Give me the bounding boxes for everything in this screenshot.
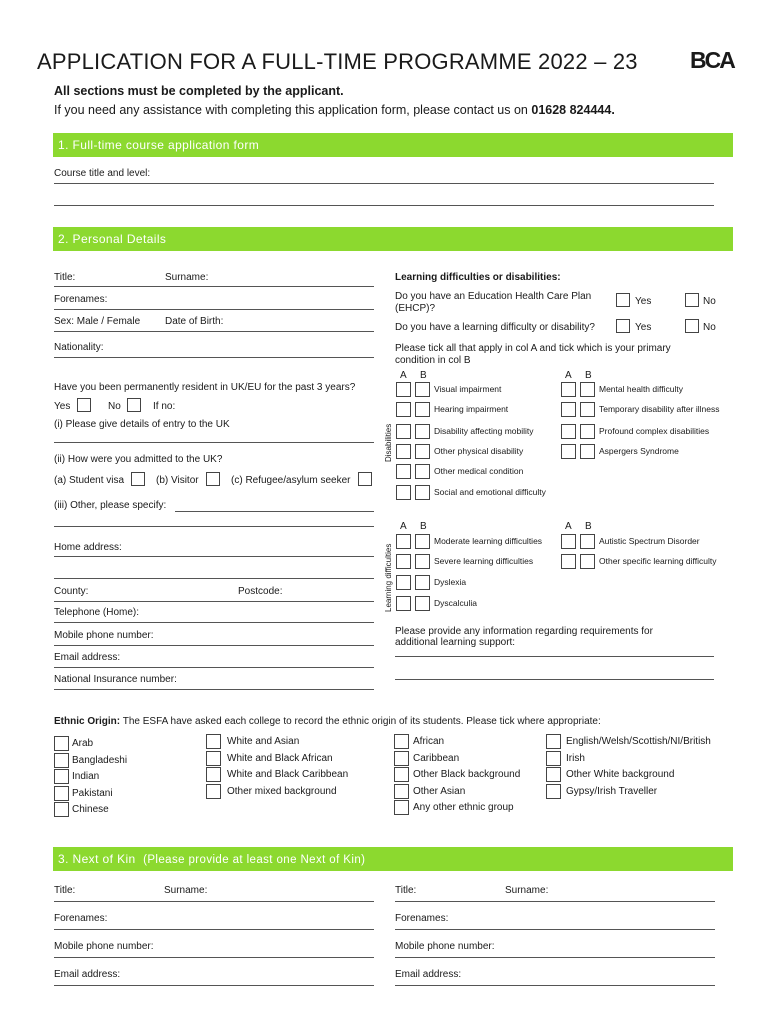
ld-label: Severe learning difficulties [434, 556, 534, 566]
learning-heading: Learning difficulties or disabilities: [395, 272, 561, 283]
ld-no-checkbox[interactable] [685, 319, 699, 333]
resident-yes-checkbox[interactable] [77, 398, 91, 412]
disability-right-col-a-checkbox[interactable] [561, 444, 576, 459]
disability-col-b-checkbox[interactable] [415, 485, 430, 500]
surname-label: Surname: [165, 272, 209, 283]
ld-col-b-header-right: B [585, 521, 592, 532]
ethnic-option-checkbox[interactable] [206, 784, 221, 799]
disability-col-a-checkbox[interactable] [396, 402, 411, 417]
mobile-label: Mobile phone number: [54, 630, 154, 641]
postcode-label: Postcode: [238, 586, 283, 597]
refugee-checkbox[interactable] [358, 472, 372, 486]
entry-details-line[interactable] [54, 442, 374, 443]
forenames-label: Forenames: [54, 294, 108, 305]
nok1-email-line[interactable] [54, 985, 374, 986]
ethnic-option-label: Indian [72, 771, 100, 782]
ld-col-a-header-right: A [565, 521, 572, 532]
ethnic-option-label: Other mixed background [227, 785, 337, 797]
course-line-1[interactable] [54, 183, 714, 184]
nok2-title-label: Title: [395, 885, 417, 896]
title-surname-line[interactable] [54, 286, 374, 287]
col-a-header: A [400, 370, 407, 381]
col-b-header-right: B [585, 370, 592, 381]
forenames-line[interactable] [54, 309, 374, 310]
ld-col-a-header: A [400, 521, 407, 532]
nok2-surname-label: Surname: [505, 885, 549, 896]
ehcp-no-checkbox[interactable] [685, 293, 699, 307]
nok2-title-line[interactable] [395, 901, 715, 902]
ld-col-a-checkbox[interactable] [396, 596, 411, 611]
ethnic-option-checkbox[interactable] [546, 784, 561, 799]
address-top-line[interactable] [54, 526, 374, 527]
ethnic-option-label: Pakistani [72, 787, 113, 799]
resident-question: Have you been permanently resident in UK/EU for the past 3 years? [54, 382, 356, 393]
ethnic-option-label: English/Welsh/Scottish/NI/British [566, 736, 711, 747]
disabilities-vertical-label: Disabilities [384, 423, 393, 462]
other-specify-line[interactable] [175, 511, 374, 512]
ethnic-option-label: Gypsy/Irish Traveller [566, 785, 658, 797]
disability-label: Disability affecting mobility [434, 426, 534, 436]
ld-col-b-header: B [420, 521, 427, 532]
disability-col-a-checkbox[interactable] [396, 485, 411, 500]
ethnic-option-label: African [413, 736, 445, 747]
ethnic-option-checkbox[interactable] [394, 767, 409, 782]
ethnic-option-checkbox[interactable] [54, 802, 69, 817]
disability-right-col-b-checkbox[interactable] [580, 444, 595, 459]
ethnic-option-label: Other White background [566, 769, 675, 780]
nok2-email-label: Email address: [395, 969, 462, 980]
support-label: Please provide any information regarding requirements for additional learning support: [395, 626, 653, 648]
disability-right-col-b-checkbox[interactable] [580, 424, 595, 439]
ld-col-a-checkbox[interactable] [396, 534, 411, 549]
ld-col-b-checkbox[interactable] [415, 554, 430, 569]
disability-label: Other medical condition [434, 466, 524, 476]
dob-label: Date of Birth: [165, 316, 224, 327]
ld-col-b-checkbox[interactable] [415, 534, 430, 549]
ni-number-line[interactable] [54, 689, 374, 690]
ethnic-option-label: White and Asian [227, 736, 300, 747]
ld-question: Do you have a learning difficulty or disability? [395, 322, 595, 333]
ld-right-label: Other specific learning difficulty [599, 556, 717, 566]
nok1-mobile-line[interactable] [54, 957, 374, 958]
college-logo [690, 47, 734, 74]
ehcp-question: Do you have an Education Health Care Plan (EHCP)? [395, 291, 592, 314]
ethnic-option-checkbox[interactable] [54, 753, 69, 768]
ethnic-option-label: Irish [566, 752, 585, 764]
sex-label: Sex: Male / Female [54, 316, 141, 327]
ld-yes-label: Yes [635, 322, 652, 333]
ethnic-option-checkbox[interactable] [54, 786, 69, 801]
course-label: Course title and level: [54, 168, 151, 179]
ethnic-option-checkbox[interactable] [546, 767, 561, 782]
telephone-line[interactable] [54, 622, 374, 623]
nok1-title-line[interactable] [54, 901, 374, 902]
ld-col-b-checkbox[interactable] [415, 575, 430, 590]
section3-header: 3. Next of Kin (Please provide at least one Next of Kin) [53, 847, 733, 871]
ld-col-a-checkbox[interactable] [396, 575, 411, 590]
disability-label: Hearing impairment [434, 404, 509, 414]
disability-col-b-checkbox[interactable] [415, 402, 430, 417]
ethnic-option-label: Any other ethnic group [413, 802, 514, 813]
ld-yes-checkbox[interactable] [616, 319, 630, 333]
nok2-forenames-label: Forenames: [395, 913, 449, 924]
resident-no-label: No [108, 401, 121, 412]
resident-no-checkbox[interactable] [127, 398, 141, 412]
nok1-email-label: Email address: [54, 969, 121, 980]
ld-right-label: Autistic Spectrum Disorder [599, 536, 700, 546]
ni-number-label: National Insurance number: [54, 674, 177, 685]
ethnic-option-checkbox[interactable] [394, 800, 409, 815]
col-b-header: B [420, 370, 427, 381]
student-visa-label: (a) Student visa [54, 475, 125, 486]
ethnic-option-checkbox[interactable] [54, 736, 69, 751]
county-postcode-line[interactable] [54, 601, 374, 602]
disability-col-b-checkbox[interactable] [415, 382, 430, 397]
nok1-forenames-line[interactable] [54, 929, 374, 930]
ethnic-option-label: White and Black Caribbean [227, 769, 349, 780]
student-visa-checkbox[interactable] [131, 472, 145, 486]
disability-right-label: Aspergers Syndrome [599, 446, 679, 456]
disability-label: Other physical disability [434, 446, 524, 456]
disability-col-a-checkbox[interactable] [396, 444, 411, 459]
ethnic-option-checkbox[interactable] [206, 734, 221, 749]
disability-col-b-checkbox[interactable] [415, 444, 430, 459]
ethnic-option-label: Other Black background [413, 769, 521, 780]
resident-yes-label: Yes [54, 401, 71, 412]
ld-right-col-a-checkbox[interactable] [561, 534, 576, 549]
if-no-label: If no: [153, 401, 176, 412]
admitted-label: (ii) How were you admitted to the UK? [54, 454, 223, 465]
support-line-2[interactable] [395, 679, 714, 680]
ethnic-option-checkbox[interactable] [394, 751, 409, 766]
section2-header: 2. Personal Details [53, 227, 733, 251]
ethnic-option-label: Arab [72, 738, 94, 749]
contact-phone: 01628 824444. [531, 103, 615, 117]
visitor-checkbox[interactable] [206, 472, 220, 486]
nok2-email-line[interactable] [395, 985, 715, 986]
ehcp-no-label: No [703, 296, 716, 307]
disability-right-col-a-checkbox[interactable] [561, 402, 576, 417]
disability-col-a-checkbox[interactable] [396, 424, 411, 439]
disability-right-label: Mental health difficulty [599, 384, 683, 394]
ethnic-option-label: Other Asian [413, 785, 466, 797]
address-line-1[interactable] [54, 556, 374, 557]
mobile-line[interactable] [54, 645, 374, 646]
tick-instruction: Please tick all that apply in col A and tick which is your primary condition in col B [395, 343, 671, 366]
disability-col-b-checkbox[interactable] [415, 424, 430, 439]
nationality-label: Nationality: [54, 342, 104, 353]
disability-col-a-checkbox[interactable] [396, 464, 411, 479]
nok1-title-label: Title: [54, 885, 76, 896]
title-label: Title: [54, 272, 76, 283]
telephone-label: Telephone (Home): [54, 607, 140, 618]
ethnic-option-checkbox[interactable] [54, 769, 69, 784]
ethnic-option-checkbox[interactable] [206, 751, 221, 766]
county-label: County: [54, 586, 89, 597]
disability-label: Visual impairment [434, 384, 502, 394]
disability-col-a-checkbox[interactable] [396, 382, 411, 397]
visitor-label: (b) Visitor [156, 475, 199, 486]
ethnic-option-label: White and Black African [227, 752, 333, 764]
ld-col-b-checkbox[interactable] [415, 596, 430, 611]
disability-right-col-a-checkbox[interactable] [561, 382, 576, 397]
ethnic-option-label: Chinese [72, 804, 109, 815]
support-line-1[interactable] [395, 656, 714, 657]
col-a-header-right: A [565, 370, 572, 381]
nok2-mobile-line[interactable] [395, 957, 715, 958]
entry-details-label: (i) Please give details of entry to the UK [54, 419, 230, 430]
ld-vertical-label: Learning difficulties [384, 543, 393, 612]
ld-right-col-b-checkbox[interactable] [580, 534, 595, 549]
ld-no-label: No [703, 322, 716, 333]
nok2-forenames-line[interactable] [395, 929, 715, 930]
ld-label: Moderate learning difficulties [434, 536, 543, 546]
page-title: APPLICATION FOR A FULL-TIME PROGRAMME 2022 – 23 [37, 49, 638, 74]
ehcp-yes-label: Yes [635, 296, 652, 307]
ethnic-intro: Ethnic Origin: The ESFA have asked each college to record the ethnic origin of its students. Please tick where appropriate: [54, 716, 601, 727]
nok1-forenames-label: Forenames: [54, 913, 108, 924]
refugee-label: (c) Refugee/asylum seeker [231, 475, 351, 486]
ehcp-yes-checkbox[interactable] [616, 293, 630, 307]
nationality-line[interactable] [54, 357, 374, 358]
ld-label: Dyscalculia [434, 598, 477, 608]
disability-right-col-b-checkbox[interactable] [580, 382, 595, 397]
disability-right-col-a-checkbox[interactable] [561, 424, 576, 439]
ethnic-option-label: Bangladeshi [72, 754, 128, 766]
disability-right-label: Temporary disability after illness [599, 404, 720, 414]
nok2-mobile-label: Mobile phone number: [395, 941, 495, 952]
instruction-heading: All sections must be completed by the applicant. [54, 84, 344, 98]
disability-right-col-b-checkbox[interactable] [580, 402, 595, 417]
nok1-surname-label: Surname: [164, 885, 208, 896]
ld-right-col-b-checkbox[interactable] [580, 554, 595, 569]
section1-header: 1. Full-time course application form [53, 133, 733, 157]
other-specify-label: (iii) Other, please specify: [54, 500, 167, 511]
ethnic-option-checkbox[interactable] [394, 784, 409, 799]
disability-col-b-checkbox[interactable] [415, 464, 430, 479]
ethnic-option-checkbox[interactable] [546, 751, 561, 766]
ethnic-option-checkbox[interactable] [206, 767, 221, 782]
ethnic-option-label: Caribbean [413, 752, 460, 764]
ld-right-col-a-checkbox[interactable] [561, 554, 576, 569]
email-label: Email address: [54, 652, 121, 663]
ld-col-a-checkbox[interactable] [396, 554, 411, 569]
assistance-text: If you need any assistance with completing this application form, please contact us on 01628 824444. [54, 103, 615, 117]
address-line-2[interactable] [54, 578, 374, 579]
disability-right-label: Profound complex disabilities [599, 426, 710, 436]
logo-text: BCA [690, 47, 734, 73]
ethnic-option-checkbox[interactable] [394, 734, 409, 749]
ld-label: Dyslexia [434, 577, 467, 587]
course-line-2[interactable] [54, 205, 714, 206]
disability-label: Social and emotional difficulty [434, 487, 546, 497]
home-address-label: Home address: [54, 542, 122, 553]
sex-dob-line[interactable] [54, 331, 374, 332]
email-line[interactable] [54, 667, 374, 668]
nok1-mobile-label: Mobile phone number: [54, 941, 154, 952]
ethnic-option-checkbox[interactable] [546, 734, 561, 749]
